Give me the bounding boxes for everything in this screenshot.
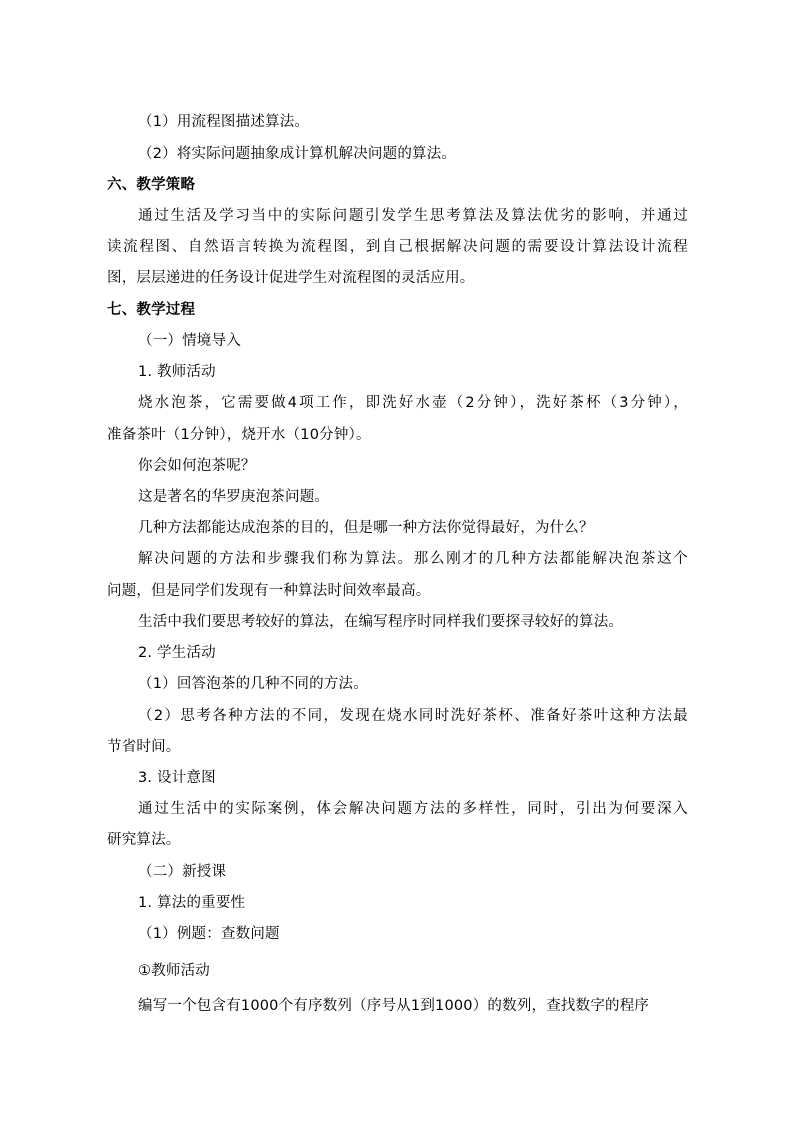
list-item: （2）将实际问题抽象成计算机解决问题的算法。 bbox=[138, 146, 457, 162]
paragraph-line: 解决问题的方法和步骤我们称为算法。那么刚才的几种方法都能解决泡茶这个 bbox=[138, 551, 688, 567]
subsection-heading: 3. 设计意图 bbox=[138, 770, 216, 786]
paragraph-line: 读流程图、自然语言转换为流程图，到自己根据解决问题的需要设计算法设计流程 bbox=[107, 239, 688, 255]
paragraph-line: 这是著名的华罗庚泡茶问题。 bbox=[138, 489, 330, 505]
subsection-heading: （一）情境导入 bbox=[138, 333, 241, 349]
paragraph-line: 生活中我们要思考较好的算法，在编写程序时同样我们要探寻较好的算法。 bbox=[138, 614, 624, 630]
section-heading: 六、教学策略 bbox=[107, 177, 196, 193]
subsection-heading: 1. 算法的重要性 bbox=[138, 895, 246, 911]
paragraph-line: 几种方法都能达成泡茶的目的，但是哪一种方法你觉得最好，为什么？ bbox=[138, 520, 594, 536]
subsection-heading: 2. 学生活动 bbox=[138, 645, 216, 661]
paragraph-line: 节省时间。 bbox=[107, 739, 181, 755]
paragraph-line: 通过生活中的实际案例，体会解决问题方法的多样性，同时，引出为何要深入 bbox=[138, 801, 688, 817]
paragraph-line: 研究算法。 bbox=[107, 832, 181, 848]
subsection-heading: 1. 教师活动 bbox=[138, 364, 216, 380]
subsection-heading: （二）新授课 bbox=[138, 864, 227, 880]
list-item: （1）例题：查数问题 bbox=[138, 926, 280, 942]
paragraph-line: 通过生活及学习当中的实际问题引发学生思考算法及算法优劣的影响，并通过 bbox=[138, 208, 688, 224]
list-item: ①教师活动 bbox=[138, 963, 210, 979]
list-item: （1）用流程图描述算法。 bbox=[138, 114, 310, 130]
list-item: （2）思考各种方法的不同，发现在烧水同时洗好茶杯、准备好茶叶这种方法最 bbox=[138, 708, 688, 724]
paragraph-line: 你会如何泡茶呢？ bbox=[138, 458, 256, 474]
list-item: （1）回答泡茶的几种不同的方法。 bbox=[138, 676, 368, 692]
paragraph-line: 编写一个包含有1000个有序数列（序号从1到1000）的数列，查找数字的程序 bbox=[138, 998, 650, 1014]
section-heading: 七、教学过程 bbox=[107, 302, 196, 318]
paragraph-line: 准备茶叶（1分钟），烧开水（10分钟）。 bbox=[107, 427, 371, 443]
paragraph-line: 图，层层递进的任务设计促进学生对流程图的灵活应用。 bbox=[107, 270, 475, 286]
paragraph-line: 问题，但是同学们发现有一种算法时间效率最高。 bbox=[107, 583, 431, 599]
paragraph-line: 烧水泡茶，它需要做4项工作，即洗好水壶（2分钟），洗好茶杯（3分钟）， bbox=[138, 395, 688, 411]
